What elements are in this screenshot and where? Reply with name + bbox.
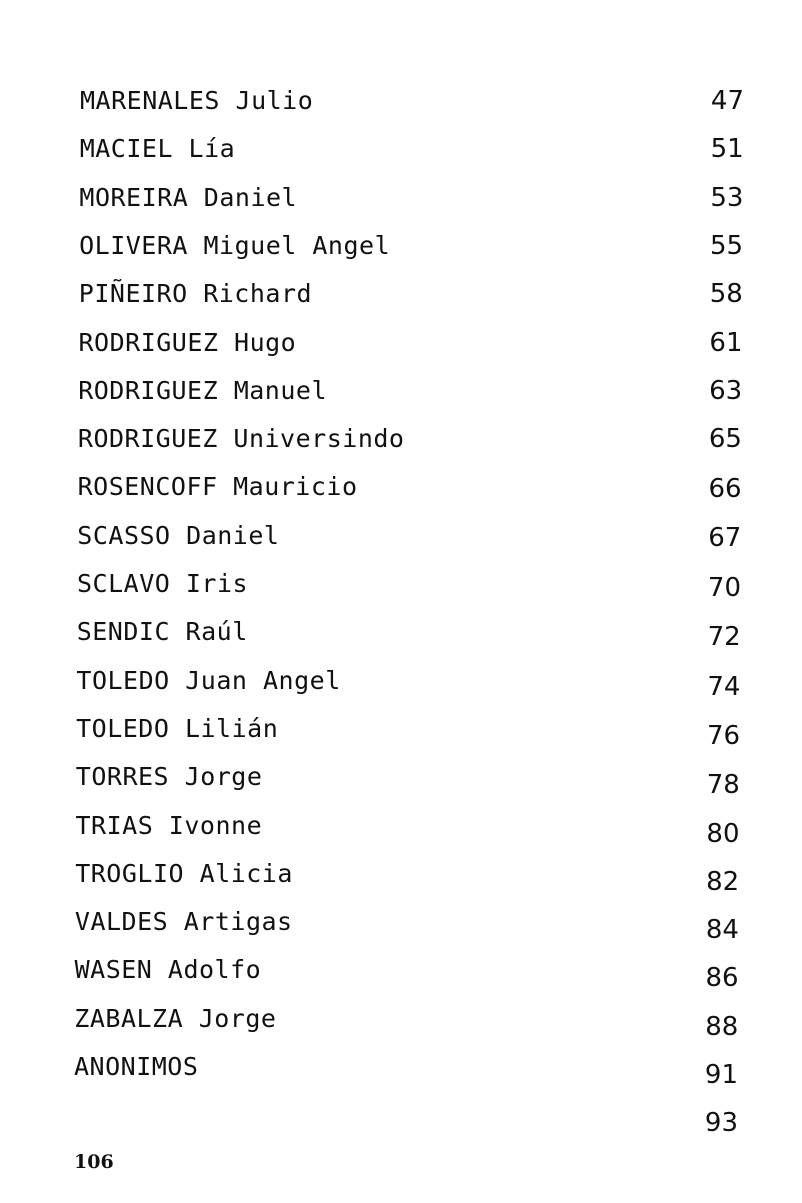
toc-entry <box>0 664 802 702</box>
entry-page-number: 84 <box>705 915 739 946</box>
entry-page-number: 58 <box>709 279 743 310</box>
entry-name: TRIAS Ivonne <box>75 810 263 840</box>
entry-page-number: 47 <box>710 86 744 116</box>
entry-name: SENDIC Raúl <box>76 617 248 647</box>
entry-page-number: 82 <box>706 866 740 897</box>
toc-entry <box>0 470 802 504</box>
toc-entry <box>0 567 802 601</box>
toc-entry <box>0 809 802 849</box>
entry-page-number: 55 <box>710 230 744 261</box>
toc-entry <box>0 374 802 408</box>
toc-entry <box>0 1098 802 1139</box>
toc-entry <box>0 760 802 801</box>
entry-name: TOLEDO Juan Angel <box>76 665 341 695</box>
entry-name: MARENALES Julio <box>80 86 314 115</box>
entry-name: RODRIGUEZ Manuel <box>78 375 328 405</box>
toc-entry <box>0 229 802 263</box>
entry-page-number: 91 <box>704 1060 738 1090</box>
toc-entry <box>0 905 802 946</box>
entry-page-number: 74 <box>707 671 741 702</box>
entry-page-number: 70 <box>707 572 741 603</box>
toc-entry <box>0 519 802 553</box>
toc-entry <box>0 857 802 897</box>
toc-entry <box>0 1050 802 1090</box>
entry-page-number: 53 <box>710 182 744 213</box>
toc-entry <box>0 953 802 994</box>
entry-page-number: 51 <box>710 134 744 165</box>
entry-page-number: 93 <box>704 1108 738 1139</box>
entry-name: WASEN Adolfo <box>74 955 262 985</box>
toc-entry <box>0 84 802 118</box>
entry-page-number: 65 <box>708 424 742 455</box>
entry-name: ANONIMOS <box>74 1052 199 1081</box>
entry-page-number: 78 <box>706 770 740 801</box>
entry-page-number: 88 <box>705 1011 739 1042</box>
entry-page-number: 66 <box>708 473 742 504</box>
entry-name: OLIVERA Miguel Angel <box>79 230 391 260</box>
entry-name: ZABALZA Jorge <box>74 1003 277 1033</box>
entry-name: TORRES Jorge <box>75 762 263 792</box>
entry-page-number: 72 <box>707 622 741 653</box>
toc-entry <box>0 132 802 166</box>
toc-entry <box>0 615 802 653</box>
entry-page-number: 76 <box>707 721 741 752</box>
entry-name: ROSENCOFF Mauricio <box>77 472 358 502</box>
entry-name: MOREIRA Daniel <box>79 182 298 212</box>
entry-page-number: 80 <box>706 818 740 849</box>
entry-name: MACIEL Lía <box>79 134 236 164</box>
entry-name: TROGLIO Alicia <box>75 858 293 888</box>
toc-entry <box>0 277 802 311</box>
toc-entry <box>0 326 802 360</box>
entry-name: VALDES Artigas <box>74 907 293 937</box>
entry-page-number: 86 <box>705 963 739 994</box>
entry-name: SCLAVO Iris <box>77 569 249 598</box>
entry-name: RODRIGUEZ Hugo <box>78 327 297 357</box>
entry-page-number: 63 <box>709 375 743 406</box>
entry-name: RODRIGUEZ Universindo <box>77 424 405 454</box>
entry-page-number: 67 <box>708 523 742 554</box>
entry-name: SCASSO Daniel <box>77 520 280 550</box>
toc-entry <box>0 181 802 215</box>
toc-entry <box>0 1002 802 1042</box>
entry-name: PIÑEIRO Richard <box>78 279 313 309</box>
entry-page-number: 61 <box>709 327 743 358</box>
toc-entry <box>0 422 802 456</box>
toc-entry <box>0 712 802 752</box>
entry-name: TOLEDO Lilián <box>76 713 279 743</box>
page-number: 106 <box>74 1151 114 1173</box>
